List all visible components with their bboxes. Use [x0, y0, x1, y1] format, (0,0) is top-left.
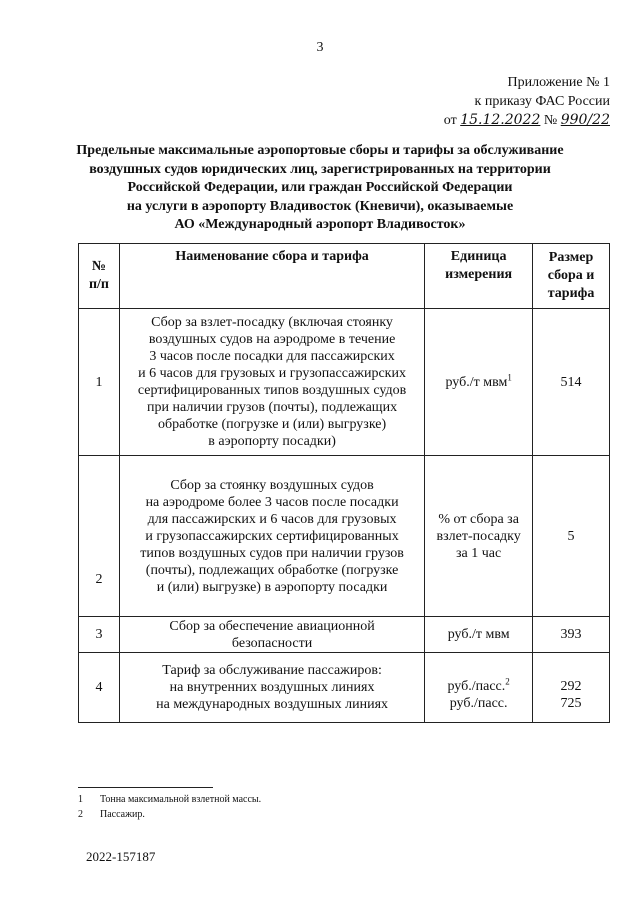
title-line: Предельные максимальные аэропортовые сборы и тарифы за обслуживание — [76, 143, 564, 158]
row-unit: руб./т мвм — [425, 617, 533, 653]
footnote-text: Пассажир. — [100, 809, 145, 820]
row-name — [119, 653, 424, 723]
footnote-text: Тонна максимальной взлетной массы. — [100, 794, 262, 805]
row-amount-line: 292 — [560, 678, 582, 694]
footnote-number: 2 — [78, 809, 83, 820]
row-name — [119, 456, 424, 617]
row-num: 4 — [79, 653, 120, 723]
appendix-date: 15.12.2022 — [460, 112, 541, 128]
row-name-line: Сбор за стоянку воздушных судов — [170, 477, 374, 493]
row-unit-line: за 1 час — [456, 545, 502, 561]
row-unit — [425, 309, 533, 456]
row-amount-line: 725 — [560, 695, 582, 711]
header-name-text: Наименование сбора и тарифа — [175, 249, 369, 264]
row-name-line: и 6 часов для грузовых и грузопассажирских — [138, 366, 406, 381]
appendix-block — [444, 73, 610, 130]
row-amount — [533, 653, 610, 723]
row-name-line: обработке (погрузке и (или) выгрузке) — [157, 417, 387, 432]
table-row — [79, 617, 610, 653]
row-name-line: в аэропорту посадки) — [208, 434, 336, 449]
row-name-line: 3 часов после посадки для пассажирских — [149, 349, 395, 364]
row-name-line: Сбор за обеспечение авиационной — [169, 618, 375, 634]
appendix-number: 990/22 — [560, 112, 610, 128]
document-number: 2022-157187 — [86, 849, 156, 864]
document-title — [60, 142, 580, 235]
row-amount: 514 — [533, 309, 610, 456]
footnote-number: 1 — [78, 794, 83, 805]
header-amount-line: Размер — [548, 250, 594, 265]
header-amount-line: тарифа — [547, 286, 595, 301]
row-unit-text: руб./т мвм — [445, 374, 508, 390]
row-unit-line: руб./пасс. — [449, 695, 508, 711]
header-amount — [533, 244, 610, 309]
table-row — [79, 653, 610, 723]
footnote-item — [78, 792, 261, 807]
row-unit — [425, 456, 533, 617]
row-name-line: типов воздушных судов при наличии грузов — [140, 545, 404, 561]
row-name-line: безопасности — [231, 635, 313, 651]
row-name-line: сертифицированных типов воздушных судов — [137, 383, 407, 398]
header-unit-line: измерения — [445, 267, 513, 282]
row-unit-text: руб./пасс. — [447, 678, 506, 694]
header-unit-line: Единица — [450, 249, 507, 264]
row-name-line: Тариф за обслуживание пассажиров: — [162, 663, 382, 678]
footnote-ref: 2 — [505, 675, 510, 686]
footnote-divider — [78, 787, 213, 788]
header-num-line: № — [91, 259, 106, 274]
title-line: воздушных судов юридических лиц, зарегистрированных на территории — [89, 161, 551, 177]
header-name — [119, 244, 424, 309]
row-name-line: для пассажирских и 6 часов для грузовых — [147, 511, 397, 527]
header-amount-line: сбора и — [547, 268, 595, 283]
row-unit — [425, 653, 533, 723]
row-name — [119, 617, 424, 653]
appendix-number-sign: № — [543, 113, 558, 128]
title-line: на услуги в аэропорту Владивосток (Кневичи), оказываемые — [126, 198, 514, 214]
appendix-date-prefix: от — [443, 113, 457, 128]
header-num — [79, 244, 120, 309]
row-name-line: на внутренних воздушных линиях — [169, 680, 375, 695]
footnotes — [78, 792, 261, 822]
row-name-line: и (или) выгрузке) в аэропорту посадки — [156, 579, 388, 595]
row-unit-line: взлет-посадку — [436, 528, 521, 544]
row-name-line: и грузопассажирских сертифицированных — [145, 528, 399, 544]
header-unit — [425, 244, 533, 309]
title-line: Российской Федерации, или граждан Российской Федерации — [127, 180, 513, 195]
row-name — [119, 309, 424, 456]
row-num: 3 — [79, 617, 120, 653]
row-num: 1 — [79, 309, 120, 456]
table-row — [79, 309, 610, 456]
row-amount: 5 — [533, 456, 610, 617]
table-header-row — [79, 244, 610, 309]
row-unit-line: % от сбора за — [438, 511, 519, 527]
footnote-ref: 1 — [507, 371, 512, 382]
table-row — [79, 456, 610, 617]
row-name-line: (почты), подлежащих обработке (погрузке — [145, 562, 399, 578]
appendix-date-line — [444, 111, 610, 130]
row-unit-line — [429, 675, 528, 695]
tariff-table — [78, 243, 610, 723]
row-amount: 393 — [533, 617, 610, 653]
title-line: АО «Международный аэропорт Владивосток» — [174, 217, 466, 232]
row-name-line: на аэродроме более 3 часов после посадки — [145, 494, 399, 510]
row-name-line: на международных воздушных линиях — [156, 697, 389, 712]
row-name-line: Сбор за взлет-посадку (включая стоянку — [151, 315, 393, 330]
appendix-line-1: Приложение № 1 — [507, 75, 610, 90]
page-number: 3 — [316, 40, 324, 55]
header-num-line: п/п — [88, 277, 109, 292]
row-name-line: воздушных судов на аэродроме в течение — [148, 332, 396, 347]
row-name-line: при наличии грузов (почты), подлежащих — [147, 400, 398, 415]
row-num: 2 — [79, 456, 120, 617]
appendix-line-2: к приказу ФАС России — [474, 94, 610, 109]
footnote-item — [78, 807, 261, 822]
